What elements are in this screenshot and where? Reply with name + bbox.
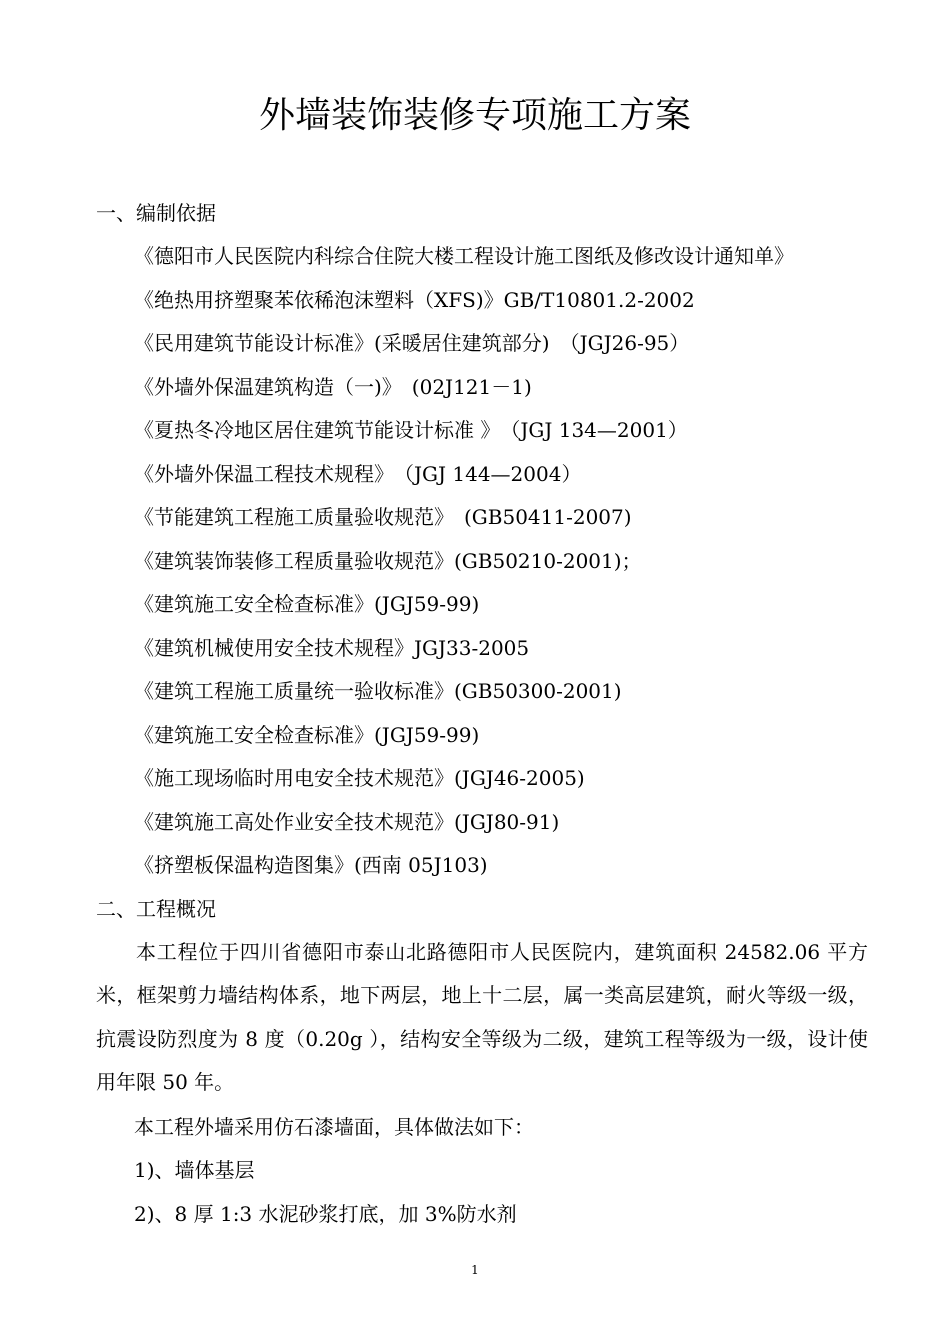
construction-step: 2)、8 厚 1:3 水泥砂浆打底，加 3%防水剂 — [134, 1202, 517, 1226]
reference-item: 《建筑工程施工质量统一验收标准》(GB50300-2001) — [134, 679, 622, 703]
construction-step: 1)、墙体基层 — [134, 1158, 255, 1182]
reference-item: 《绝热用挤塑聚苯依稀泡沫塑料（XFS)》GB/T10801.2-2002 — [134, 288, 695, 312]
reference-item: 《外墙外保温工程技术规程》 （JGJ 144—2004） — [134, 462, 582, 486]
reference-item: 《建筑装饰装修工程质量验收规范》(GB50210-2001)； — [134, 549, 642, 573]
reference-item: 《建筑施工安全检查标准》(JGJ59-99) — [134, 592, 480, 616]
reference-item: 《建筑施工高处作业安全技术规范》(JGJ80-91) — [134, 810, 560, 834]
reference-item: 《节能建筑工程施工质量验收规范》 (GB50411-2007) — [134, 505, 632, 529]
page-number: 1 — [471, 1263, 479, 1277]
reference-item: 《德阳市人民医院内科综合住院大楼工程设计施工图纸及修改设计通知单》 — [134, 244, 794, 268]
project-overview-paragraph: 本工程位于四川省德阳市泰山北路德阳市人民医院内，建筑面积 24582.06 平方米，框架剪力墙结构体系，地下两层，地上十二层，属一类高层建筑，耐火等级一级，抗震设防烈度为 8 度（0.20g ），结构安全等级为二级，建筑工程等级为一级，设计使用年限 50 年。 — [96, 940, 868, 1095]
reference-item: 《挤塑板保温构造图集》(西南 05J103) — [134, 853, 488, 877]
reference-item: 《外墙外保温建筑构造（一)》 (02J121－1) — [134, 375, 532, 399]
reference-item: 《建筑机械使用安全技术规程》JGJ33-2005 — [134, 636, 530, 660]
section-heading-overview: 二、工程概况 — [96, 897, 216, 921]
page-title: 外墙装饰装修专项施工方案 — [258, 95, 691, 136]
section-heading-basis: 一、编制依据 — [96, 201, 216, 225]
reference-item: 《民用建筑节能设计标准》(采暖居住建筑部分) （JGJ26-95） — [134, 331, 690, 355]
wall-finish-paragraph: 本工程外墙采用仿石漆墙面，具体做法如下： — [134, 1115, 534, 1139]
reference-item: 《夏热冬冷地区居住建筑节能设计标准 》 （JGJ 134—2001） — [134, 418, 688, 442]
reference-item: 《施工现场临时用电安全技术规范》(JGJ46-2005) — [134, 766, 585, 790]
reference-item: 《建筑施工安全检查标准》(JGJ59-99) — [134, 723, 480, 747]
